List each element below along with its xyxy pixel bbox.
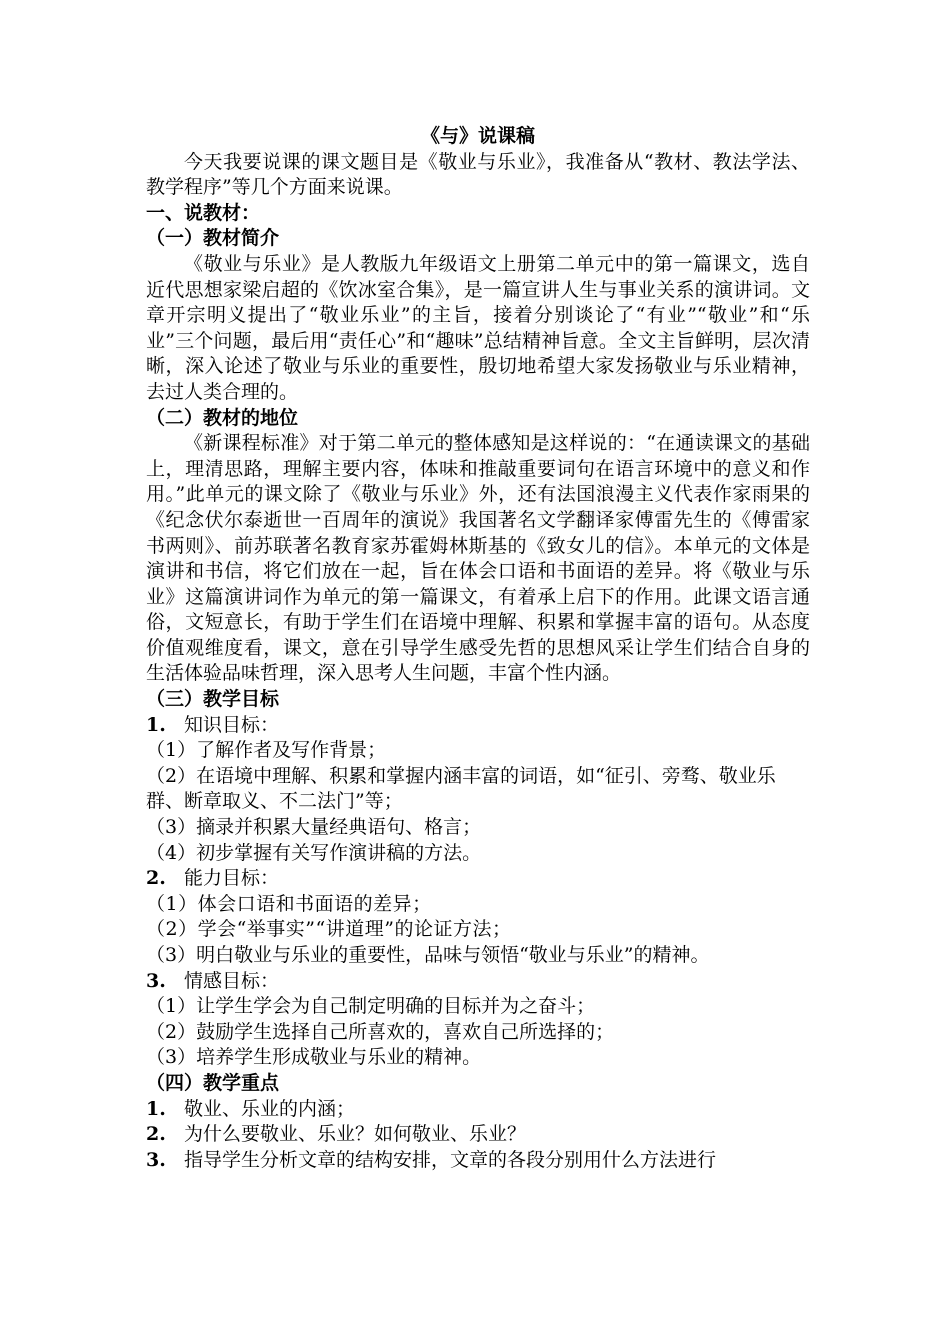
focus-item [146,1122,810,1148]
document-page [146,124,810,1173]
subheading-material-intro: （一）教材简介 [146,227,280,250]
goal-emotion-label [146,969,810,995]
list-item: （1）让学生学会为自己制定明确的目标并为之奋斗； [146,995,596,1018]
list-item: （2）学会“举事实”“讲道理”的论证方法； [146,918,512,941]
focus-item [146,1097,810,1123]
focus-text: 指导学生分析文章的结构安排，文章的各段分别用什么方法进行 [184,1148,717,1171]
goal-knowledge-label [146,713,810,739]
goal-label: 情感目标： [184,969,280,992]
material-intro-paragraph: 《敬业与乐业》是人教版九年级语文上册第二单元中的第一篇课文，选自近代思想家梁启超的《饮冰室合集》，是一篇宣讲人生与事业关系的演讲词。文章开宗明义提出了“敬业乐业”的主旨，接着分别谈论了“有业”“敬业”和“乐业”三个问题，最后用“责任心”和“趣味”总结精神旨意。全文主旨鲜明，层次清晰，深入论述了敬业与乐业的重要性，殷切地希望大家发扬敬业与乐业精神，去过人类合理的。 [146,252,810,403]
list-item: （1）了解作者及写作背景； [146,739,387,762]
focus-number: 1. [146,1097,166,1120]
document-title: 《与》说课稿 [420,125,535,147]
subheading-material-position: （二）教材的地位 [146,406,299,429]
list-item: （4）初步掌握有关写作演讲稿的方法。 [146,841,482,864]
goal-ability-label [146,866,810,892]
list-item: （3）培养学生形成敬业与乐业的精神。 [146,1046,482,1069]
list-item: （2）在语境中理解、积累和掌握内涵丰富的词语，如“征引、旁骛、敬业乐群、断章取义、不二法门”等； [146,764,776,813]
focus-text: 敬业、乐业的内涵； [184,1097,356,1120]
intro-paragraph: 今天我要说课的课文题目是《敬业与乐业》，我准备从“教材、教法学法、教学程序”等几个方面来说课。 [146,150,810,199]
goal-label: 能力目标： [184,867,280,890]
subheading-teaching-focus: （四）教学重点 [146,1071,280,1094]
focus-item [146,1148,810,1174]
focus-number: 3. [146,1148,166,1171]
material-position-paragraph: 《新课程标准》对于第二单元的整体感知是这样说的：“在通读课文的基础上，理清思路，理解主要内容，体味和推敲重要词句在语言环境中的意义和作用。”此单元的课文除了《敬业与乐业》外，还有法国浪漫主义代表作家雨果的《纪念伏尔泰逝世一百周年的演说》我国著名文学翻译家傅雷先生的《傅雷家书两则》、前苏联著名教育家苏霍姆林斯基的《致女儿的信》。本单元的文体是演讲和书信，将它们放在一起，旨在体会口语和书面语的差异。将《敬业与乐业》这篇演讲词作为单元的第一篇课文，有着承上启下的作用。此课文语言通俗，文短意长，有助于学生们在语境中理解、积累和掌握丰富的语句。从态度价值观维度看，课文，意在引导学生感受先哲的思想风采让学生们结合自身的生活体验品味哲理，深入思考人生问题，丰富个性内涵。 [146,432,810,685]
goal-label: 知识目标： [184,713,280,736]
list-item: （3）摘录并积累大量经典语句、格言； [146,816,482,839]
list-item: （1）体会口语和书面语的差异； [146,892,432,915]
section-heading-teaching-material: 一、说教材： [146,201,261,224]
goal-number: 3. [146,969,166,992]
goal-number: 2. [146,867,166,890]
focus-number: 2. [146,1123,166,1146]
subheading-teaching-goals: （三）教学目标 [146,688,280,711]
goal-number: 1. [146,713,166,736]
list-item: （3）明白敬业与乐业的重要性，品味与领悟“敬业与乐业”的精神。 [146,944,710,966]
list-item: （2）鼓励学生选择自己所喜欢的，喜欢自己所选择的； [146,1020,615,1043]
focus-text: 为什么要敬业、乐业？如何敬业、乐业？ [184,1123,527,1146]
